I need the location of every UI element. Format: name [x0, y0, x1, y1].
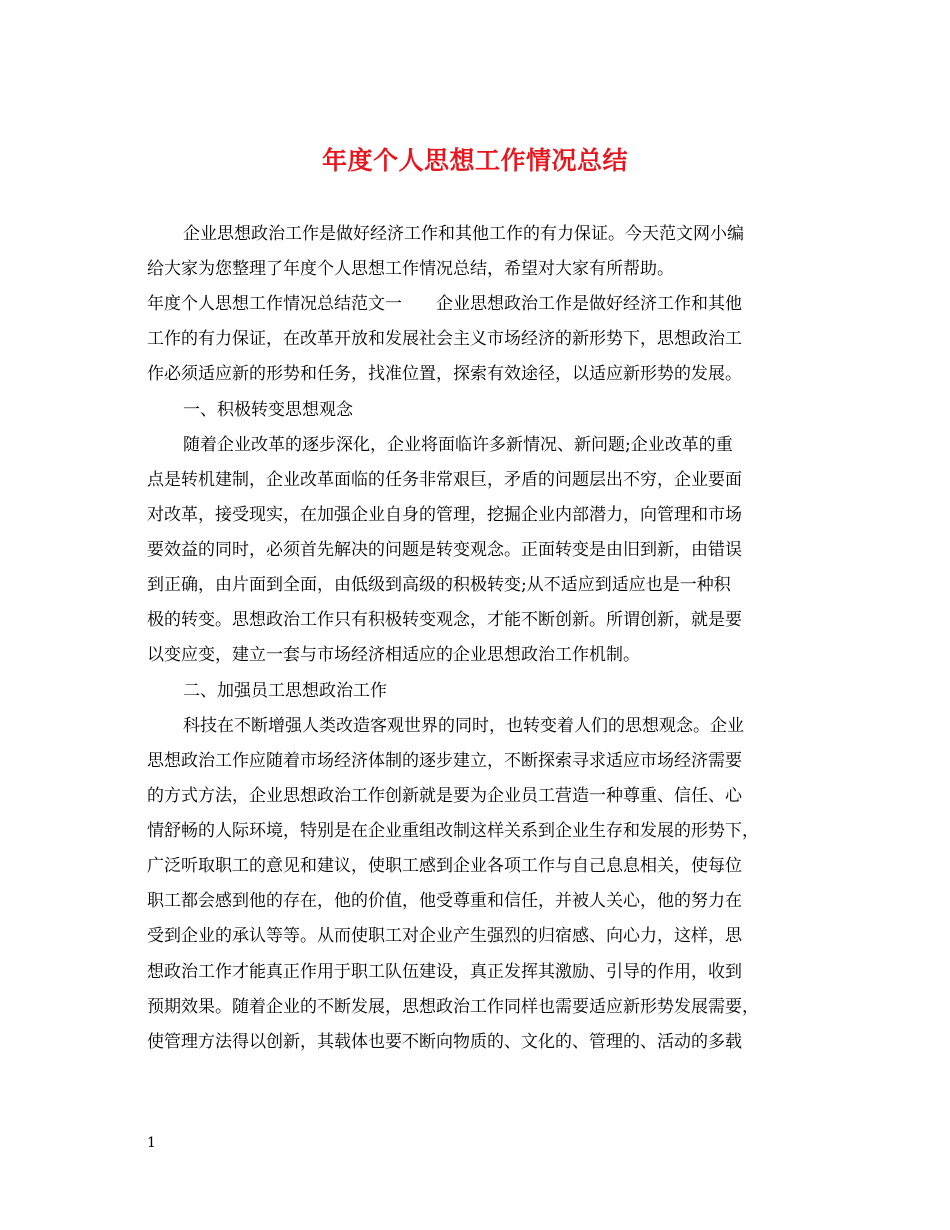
paragraph-line: 工作的有力保证，在改革开放和发展社会主义市场经济的新形势下，思想政治工 [147, 329, 742, 349]
paragraph-line: 想政治工作才能真正作用于职工队伍建设，真正发挥其激励、引导的作用，收到 [147, 962, 742, 982]
paragraph-line: 科技在不断增强人类改造客观世界的同时，也转变着人们的思想观念。企业 [183, 716, 744, 736]
paragraph-line: 预期效果。随着企业的不断发展，思想政治工作同样也需要适应新形势发展需要， [147, 997, 759, 1017]
section-heading: 二、加强员工思想政治工作 [183, 681, 387, 701]
paragraph-line: 以变应变，建立一套与市场经济相适应的企业思想政治工作机制。 [147, 645, 640, 665]
paragraph-line: 企业思想政治工作是做好经济工作和其他工作的有力保证。今天范文网小编 [183, 224, 744, 244]
paragraph-line: 极的转变。思想政治工作只有积极转变观念，才能不断创新。所谓创新，就是要 [147, 610, 742, 630]
paragraph-line: 思想政治工作应随着市场经济体制的逐步建立，不断探索寻求适应市场经济需要 [147, 751, 742, 771]
paragraph-line: 使管理方法得以创新，其载体也要不断向物质的、文化的、管理的、活动的多载 [147, 1032, 742, 1052]
page-number: 1 [147, 1135, 156, 1151]
paragraph-line: 受到企业的承认等等。从而使职工对企业产生强烈的归宿感、向心力，这样，思 [147, 926, 742, 946]
paragraph-line: 年度个人思想工作情况总结范文一 企业思想政治工作是做好经济工作和其他 [147, 294, 742, 314]
paragraph-line: 的方式方法，企业思想政治工作创新就是要为企业员工营造一种尊重、信任、心 [147, 786, 742, 806]
paragraph-line: 到正确，由片面到全面，由低级到高级的积极转变;从不适应到适应也是一种积 [147, 575, 731, 595]
paragraph-line: 点是转机建制，企业改革面临的任务非常艰巨，矛盾的问题层出不穷，企业要面 [147, 470, 742, 490]
document-title: 年度个人思想工作情况总结 [321, 146, 628, 175]
paragraph-line: 职工都会感到他的存在，他的价值，他受尊重和信任，并被人关心，他的努力在 [147, 891, 742, 911]
paragraph-line: 情舒畅的人际环境，特别是在企业重组改制这样关系到企业生存和发展的形势下， [147, 821, 759, 841]
paragraph-line: 要效益的同时，必须首先解决的问题是转变观念。正面转变是由旧到新，由错误 [147, 540, 742, 560]
section-heading: 一、积极转变思想观念 [183, 400, 353, 420]
paragraph-line: 广泛听取职工的意见和建议，使职工感到企业各项工作与自己息息相关，使每位 [147, 856, 742, 876]
paragraph-line: 作必须适应新的形势和任务，找准位置，探索有效途径，以适应新形势的发展。 [147, 364, 742, 384]
paragraph-line: 随着企业改革的逐步深化，企业将面临许多新情况、新问题;企业改革的重 [183, 435, 733, 455]
paragraph-line: 对改革，接受现实，在加强企业自身的管理，挖掘企业内部潜力，向管理和市场 [147, 505, 742, 525]
paragraph-line: 给大家为您整理了年度个人思想工作情况总结，希望对大家有所帮助。 [147, 259, 674, 279]
